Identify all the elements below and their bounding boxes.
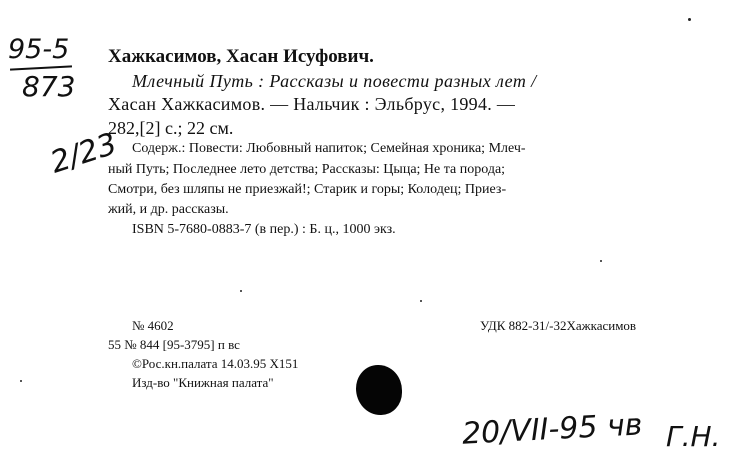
title-line-1: Млечный Путь : Рассказы и повести разных лет / — [132, 71, 537, 91]
contents-line: жий, и др. рассказы. — [108, 202, 229, 217]
scan-speck — [600, 260, 602, 262]
udk-classification: УДК 882-31/-32Хажкасимов — [480, 318, 637, 333]
contents-line: ный Путь; Последнее лето детства; Рассказы: Цыца; Не та порода; — [108, 162, 506, 177]
handwritten-date: 20/VII-95 чв — [461, 407, 644, 452]
call-number-bottom: 873 — [22, 70, 76, 103]
isbn-line: ISBN 5-7680-0883-7 (в пер.) : Б. ц., 1000 экз. — [132, 222, 396, 237]
footer-line-4: Изд-во "Книжная палата" — [132, 375, 274, 390]
scan-speck — [240, 290, 242, 292]
footer-line-3: ©Рос.кн.палата 14.03.95 Х151 — [132, 356, 299, 371]
contents-line: Смотри, без шляпы не приезжай!; Старик и горы; Колодец; Приез- — [108, 182, 507, 197]
scan-speck — [688, 18, 691, 21]
contents-line: Содерж.: Повести: Любовный напиток; Семейная хроника; Млеч- — [132, 141, 526, 156]
scan-speck — [420, 300, 422, 302]
call-number-top: 95-5 — [8, 34, 70, 65]
scan-speck — [20, 380, 22, 382]
record-number: № 4602 — [132, 318, 174, 333]
footer-line-2: 55 № 844 [95-3795] п вс — [108, 337, 240, 352]
author-heading: Хажкасимов, Хасан Исуфович. — [108, 46, 374, 67]
pages-line: 282,[2] с.; 22 см. — [108, 118, 234, 138]
handwritten-initials: Г.Н. — [666, 420, 721, 453]
handwritten-mark: 2/23 — [46, 126, 122, 181]
ink-blot — [356, 365, 402, 415]
title-line-2: Хасан Хажкасимов. — Нальчик : Эльбрус, 1994. — — [108, 94, 516, 114]
